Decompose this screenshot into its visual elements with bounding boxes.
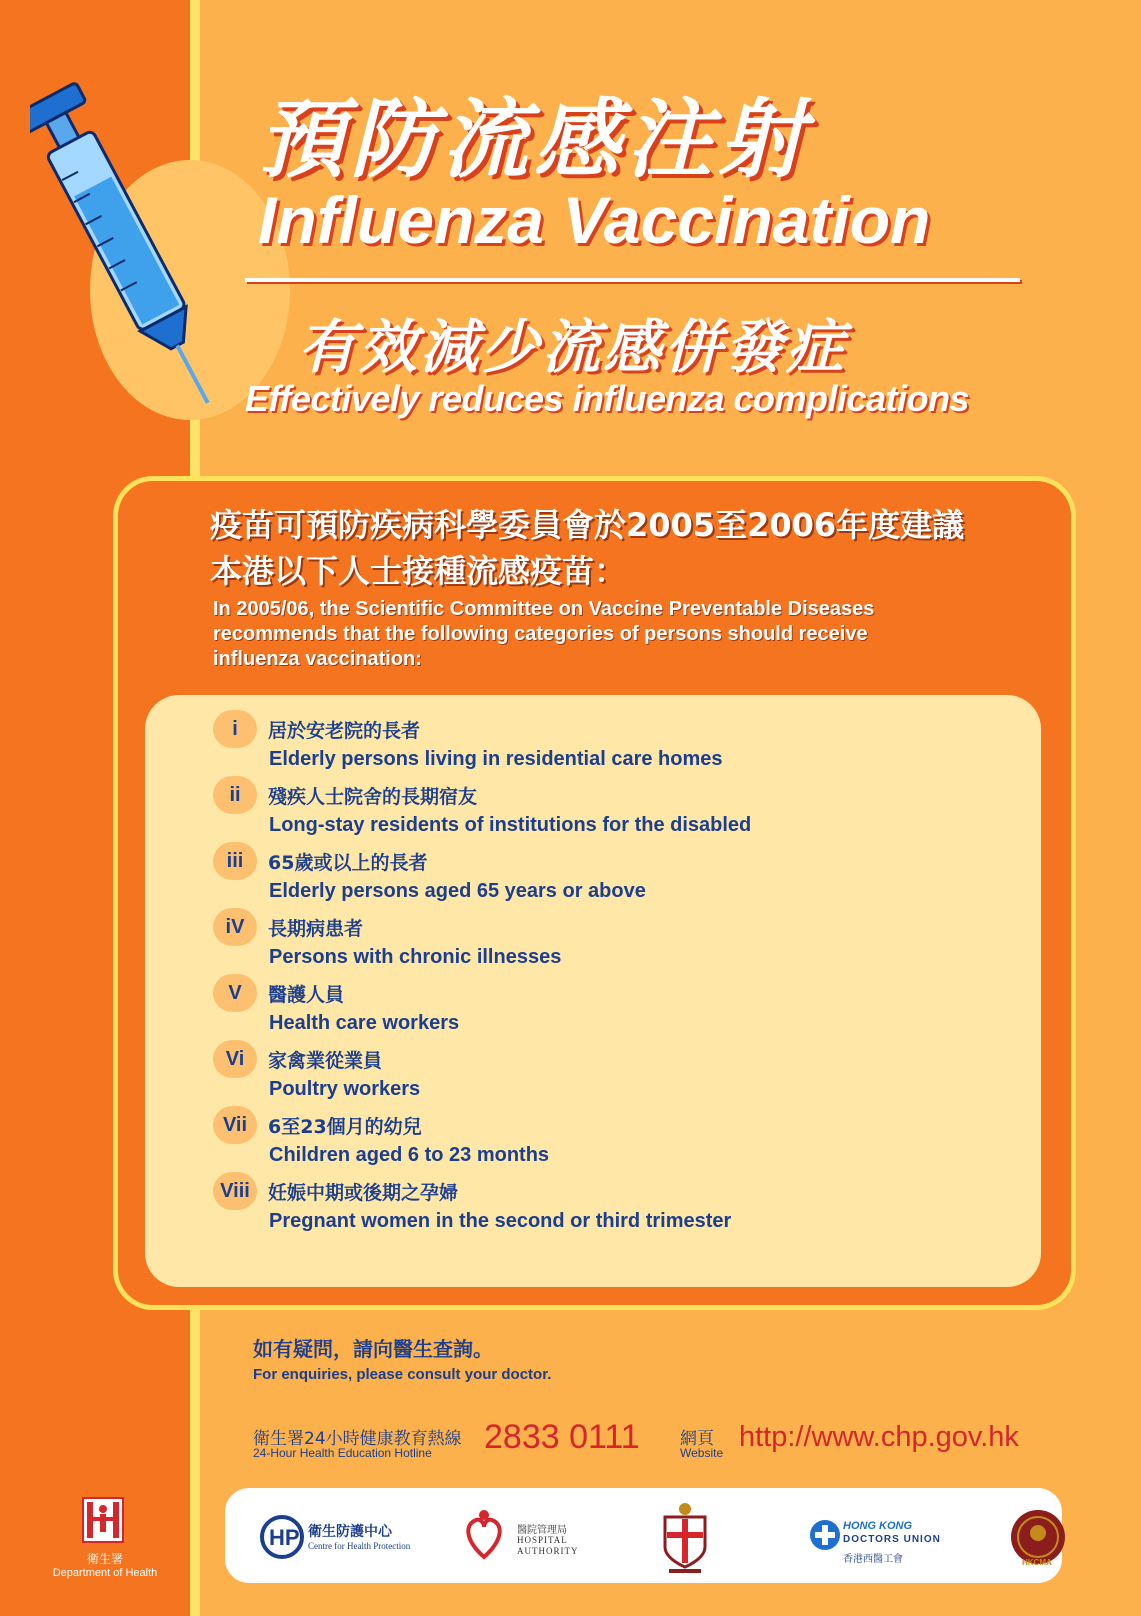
enquiry-english: For enquiries, please consult your doctor. <box>253 1366 552 1383</box>
item-label-chinese: 醫護人員 <box>268 984 345 1006</box>
svg-text:HP: HP <box>269 1525 300 1550</box>
chp-name-chinese: 衛生防護中心 <box>308 1524 392 1540</box>
item-number-badge: i <box>213 710 257 748</box>
intro-en-line: recommends that the following categories of persons should receive <box>213 623 868 645</box>
item-label-english: Elderly persons aged 65 years or above <box>269 880 646 902</box>
item-label-chinese: 居於安老院的長者 <box>268 720 421 742</box>
list-item <box>213 776 1013 842</box>
syringe-illustration <box>30 60 290 420</box>
website-link[interactable]: http://www.chp.gov.hk <box>739 1421 1019 1453</box>
chp-name-english: Centre for Health Protection <box>308 1541 411 1551</box>
item-number-badge: iii <box>213 842 257 880</box>
item-number-badge: V <box>213 974 257 1012</box>
item-label-english: Children aged 6 to 23 months <box>269 1144 550 1166</box>
ha-name-chinese: 醫院管理局 <box>517 1525 567 1536</box>
subtitle-chinese: 有效減少流感併發症 <box>298 313 848 381</box>
hkdu-name-1: HONG KONG <box>843 1520 913 1532</box>
item-label-chinese: 家禽業從業員 <box>268 1050 383 1072</box>
item-number-badge: Vii <box>213 1106 257 1144</box>
department-name-chinese: 衛生署 <box>86 1552 123 1566</box>
department-of-health-logo <box>82 1497 124 1543</box>
recommendation-intro-english <box>213 597 1013 672</box>
item-label-english: Elderly persons living in residential care homes <box>269 748 723 770</box>
hkcma-label: HKCMA <box>1022 1558 1052 1567</box>
hotline-number[interactable]: 2833 0111 <box>484 1418 640 1456</box>
item-label-english: Pregnant women in the second or third trimester <box>269 1210 732 1232</box>
list-item <box>213 842 1013 908</box>
ha-name-english-2: AUTHORITY <box>517 1546 579 1556</box>
intro-en-line: In 2005/06, the Scientific Committee on Vaccine Preventable Diseases <box>213 598 875 620</box>
item-label-chinese: 6至23個月的幼兒 <box>268 1116 422 1138</box>
categories-list <box>213 710 1013 1238</box>
item-label-english: Persons with chronic illnesses <box>269 946 562 968</box>
hkdu-name-chinese: 香港西醫工會 <box>843 1554 903 1565</box>
list-item <box>213 710 1013 776</box>
item-label-chinese: 65歲或以上的長者 <box>268 852 428 874</box>
ha-name-english-1: HOSPITAL <box>517 1535 568 1545</box>
title-divider <box>245 278 1020 282</box>
hotline-label-english: 24-Hour Health Education Hotline <box>253 1446 432 1460</box>
hkdu-name-2: DOCTORS UNION <box>843 1534 941 1545</box>
item-label-english: Long-stay residents of institutions for the disabled <box>269 814 752 836</box>
item-label-english: Health care workers <box>269 1012 460 1034</box>
item-label-chinese: 妊娠中期或後期之孕婦 <box>268 1182 459 1204</box>
title-chinese: 預防流感注射 <box>258 90 810 190</box>
item-label-english: Poultry workers <box>269 1078 421 1100</box>
list-item <box>213 1040 1013 1106</box>
item-number-badge: Viii <box>213 1172 257 1210</box>
item-label-chinese: 殘疾人士院舍的長期宿友 <box>268 786 478 808</box>
intro-en-line: influenza vaccination: <box>213 648 422 670</box>
website-label-english: Website <box>680 1446 724 1460</box>
hotline-label-chinese: 衛生署24小時健康教育熱線 <box>253 1429 462 1449</box>
item-number-badge: Vi <box>213 1040 257 1078</box>
list-item <box>213 1172 1013 1238</box>
list-item <box>213 908 1013 974</box>
ha-logo <box>462 1497 507 1577</box>
hkdu-logo <box>805 1497 845 1577</box>
item-number-badge: ii <box>213 776 257 814</box>
list-item <box>213 974 1013 1040</box>
intro-zh-line: 本港以下人士接種流感疫苗： <box>210 552 627 590</box>
department-name-english: Department of Health <box>52 1567 158 1579</box>
recommendation-intro-chinese <box>210 502 1030 594</box>
medical-association-crest <box>655 1497 715 1577</box>
intro-zh-line: 疫苗可預防疾病科學委員會於2005至2006年度建議 <box>210 506 965 544</box>
enquiry-chinese: 如有疑問，請向醫生查詢。 <box>253 1337 493 1361</box>
item-number-badge: iV <box>213 908 257 946</box>
item-label-chinese: 長期病患者 <box>268 918 364 940</box>
list-item <box>213 1106 1013 1172</box>
website-label-chinese: 網頁 <box>680 1429 714 1449</box>
subtitle-english: Effectively reduces influenza complications <box>245 378 970 419</box>
title-english: Influenza Vaccination <box>258 183 931 257</box>
